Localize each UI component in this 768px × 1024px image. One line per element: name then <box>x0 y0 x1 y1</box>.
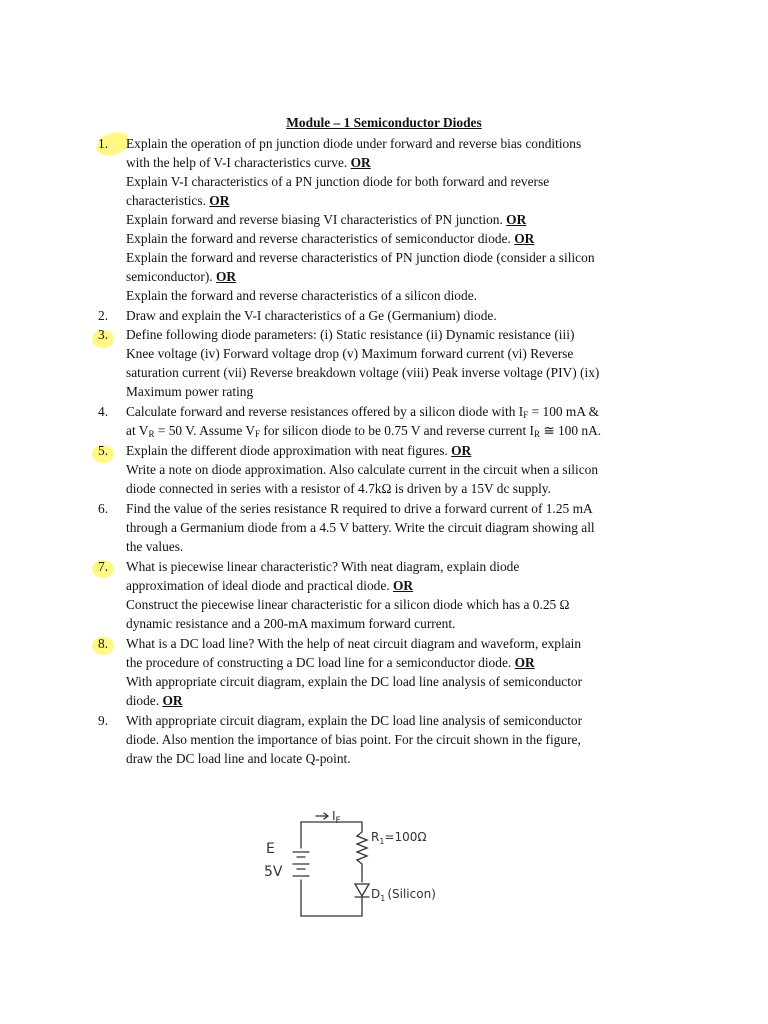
source-label: E <box>266 841 275 857</box>
or-label: OR <box>451 443 472 458</box>
question-line: With appropriate circuit diagram, explain the DC load line analysis of semiconductor <box>126 713 583 728</box>
question-line: Draw and explain the V-I characteristics of a Ge (Germanium) diode. <box>126 308 497 323</box>
question-line: Construct the piecewise linear characteristic for a silicon diode which has a 0.25 Ω <box>126 597 570 612</box>
question-line: Explain the forward and reverse characteristics of a silicon diode. <box>126 288 477 303</box>
page-title: Module – 1 Semiconductor Diodes <box>286 115 482 130</box>
question-line: With appropriate circuit diagram, explain the DC load line analysis of semiconductor <box>126 674 583 689</box>
item-number: 2. <box>98 308 109 323</box>
question-line: Explain the forward and reverse characteristics of PN junction diode (consider a silicon <box>126 250 595 265</box>
item-number: 8. <box>98 636 109 651</box>
question-line: dynamic resistance and a 200-mA maximum forward current. <box>126 616 456 631</box>
source-value: 5V <box>264 864 283 880</box>
item-number: 9. <box>98 713 109 728</box>
item-number: 3. <box>98 327 109 342</box>
or-label: OR <box>216 269 237 284</box>
question-line: Explain forward and reverse biasing VI characteristics of PN junction. OR <box>126 212 527 227</box>
circuit-diagram <box>258 808 468 938</box>
question-line: What is piecewise linear characteristic? With neat diagram, explain diode <box>126 559 520 574</box>
item-number: 5. <box>98 443 109 458</box>
question-line: Write a note on diode approximation. Also calculate current in the circuit when a silicon <box>126 462 599 477</box>
item-number: 4. <box>98 404 109 419</box>
item-number: 6. <box>98 501 109 516</box>
question-line: through a Germanium diode from a 4.5 V battery. Write the circuit diagram showing all <box>126 520 595 535</box>
question-line: with the help of V-I characteristics curve. OR <box>126 155 371 170</box>
question-line: semiconductor). OR <box>126 269 237 284</box>
question-line: Maximum power rating <box>126 384 254 399</box>
item-number: 1. <box>98 136 109 151</box>
battery-icon <box>293 852 309 876</box>
item-number: 7. <box>98 559 109 574</box>
arrow-icon <box>316 813 328 819</box>
or-label: OR <box>162 693 183 708</box>
current-label: $I_F$ <box>332 809 341 826</box>
question-line: Find the value of the series resistance R required to drive a forward current of 1.25 mA <box>126 501 593 516</box>
wire-left-bottom <box>301 880 362 916</box>
or-label: OR <box>350 155 371 170</box>
question-line: at $V_R = 50$ V. Assume $V_F$ for silicon diode to be 0.75 V and reverse current $I_R$ ≅ 100 nA. <box>126 423 602 439</box>
question-line: Explain the forward and reverse characteristics of semiconductor diode. OR <box>126 231 535 246</box>
question-line: Explain the operation of pn junction diode under forward and reverse bias conditions <box>126 136 582 151</box>
question-line: What is a DC load line? With the help of neat circuit diagram and waveform, explain <box>126 636 582 651</box>
resistor-label: $R_1=100\Omega$ <box>371 830 427 846</box>
or-label: OR <box>514 231 535 246</box>
question-line: diode. OR <box>126 693 183 708</box>
or-label: OR <box>209 193 230 208</box>
question-line: diode. Also mention the importance of bias point. For the circuit shown in the figure, <box>126 732 581 747</box>
question-line: the values. <box>126 539 184 554</box>
question-line: Knee voltage (iv) Forward voltage drop (v) Maximum forward current (vi) Reverse <box>126 346 574 361</box>
question-line: Explain the different diode approximation with neat figures. OR <box>126 443 472 458</box>
question-line: Explain V-I characteristics of a PN junction diode for both forward and reverse <box>126 174 550 189</box>
question-line: saturation current (vii) Reverse breakdown voltage (viii) Peak inverse voltage (PIV) (ix) <box>126 365 600 380</box>
question-line: Define following diode parameters: (i) Static resistance (ii) Dynamic resistance (iii) <box>126 327 575 342</box>
question-line: diode connected in series with a resistor of 4.7kΩ is driven by a 15V dc supply. <box>126 481 551 496</box>
question-line: draw the DC load line and locate Q-point. <box>126 751 351 766</box>
question-line: Calculate forward and reverse resistances offered by a silicon diode with $I_F = 100$ mA & <box>126 404 600 420</box>
diode-label: $D_1$ (Silicon) <box>371 887 436 903</box>
or-label: OR <box>514 655 535 670</box>
or-label: OR <box>506 212 527 227</box>
question-line: the procedure of constructing a DC load line for a semiconductor diode. OR <box>126 655 535 670</box>
or-label: OR <box>393 578 414 593</box>
question-line: characteristics. OR <box>126 193 230 208</box>
diode-icon <box>355 884 369 916</box>
question-line: approximation of ideal diode and practical diode. OR <box>126 578 414 593</box>
resistor-icon <box>357 822 367 882</box>
